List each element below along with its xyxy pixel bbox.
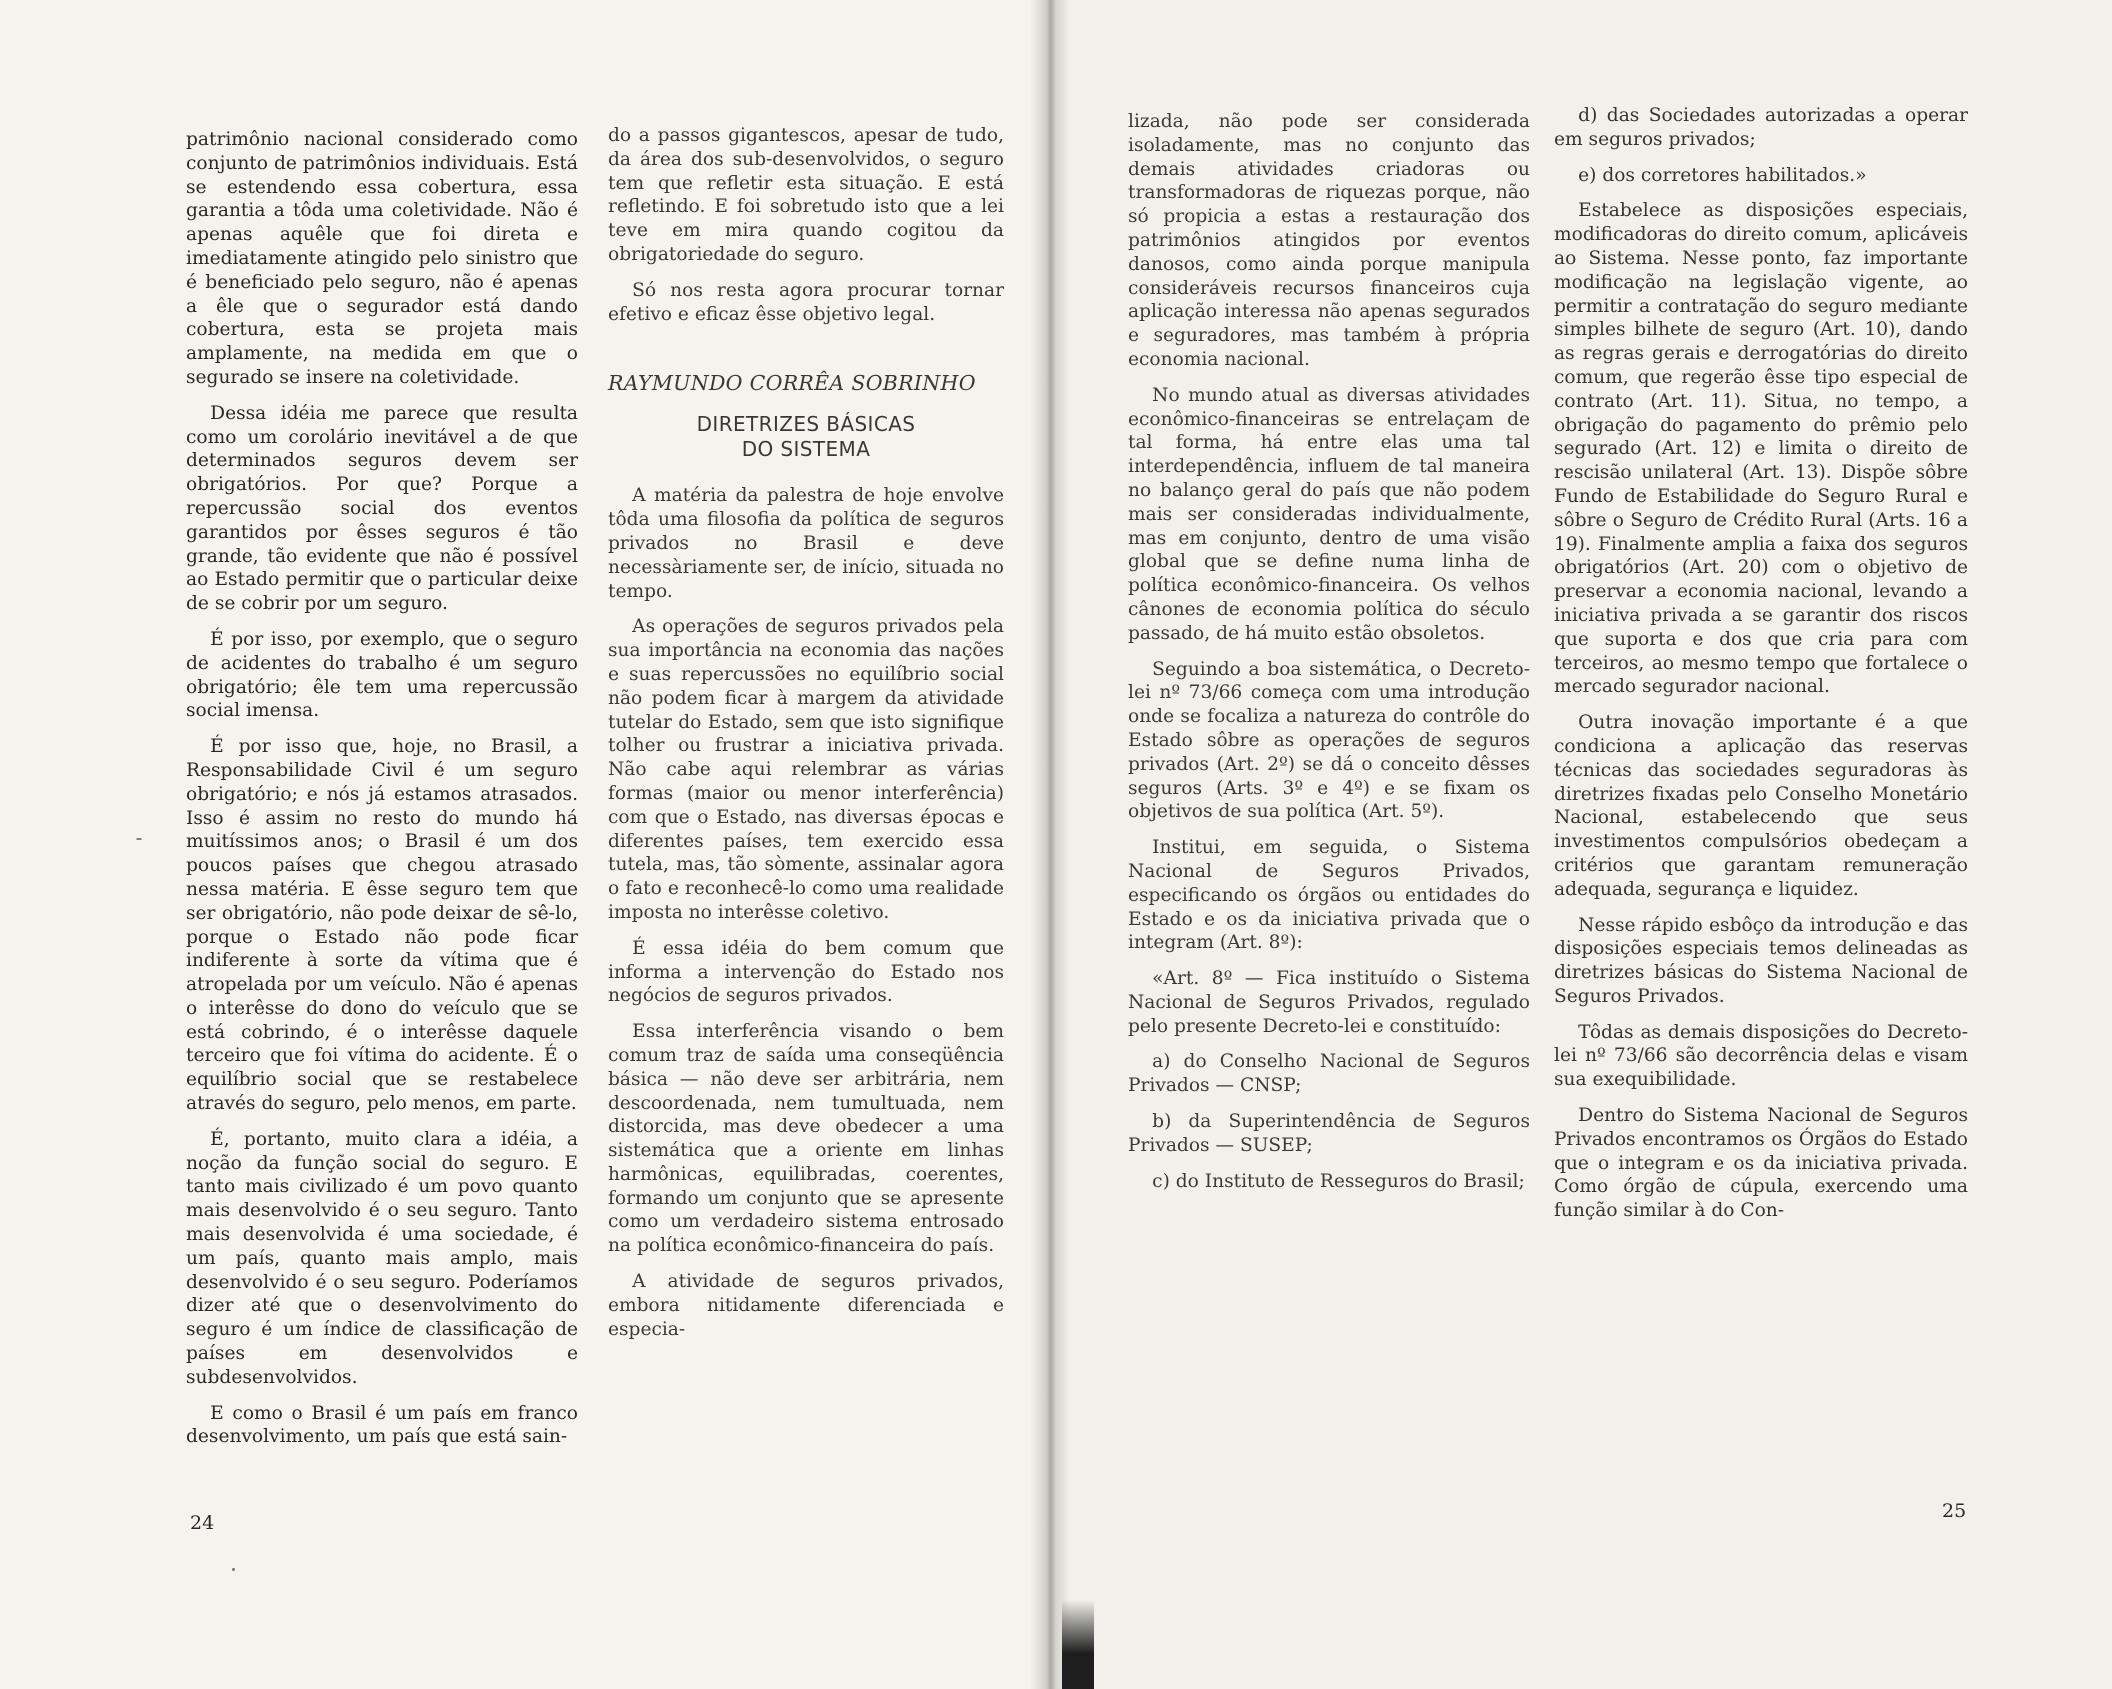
list-item: e) dos corretores habilitados.»: [1578, 164, 1867, 186]
left-page: [0, 0, 1045, 1689]
paragraph: Institui, em seguida, o Sistema Nacional de Seguros Privados, especificando os órgãos ou entidades do Estado e os da iniciativa privada que o integram (Art. 8º):: [1128, 837, 1530, 954]
list-item: c) do Instituto de Resseguros do Brasil;: [1152, 1170, 1525, 1192]
paragraph: É, portanto, muito clara a idéia, a noção da função social do seguro. E tanto mais civilizado é um povo quanto mais desenvolvido é o seu seguro. Tanto mais desenvolvida é uma sociedade, é um país, quanto mais amplo, mais desenvolvido é o seu seguro. Poderíamos dizer até que o desenvolvimento do seguro é um índice de classificação de países em desenvolvidos e subdesenvolvidos.: [186, 1128, 578, 1388]
paragraph: As operações de seguros privados pela sua importância na economia das nações e suas repercussões no equilíbrio social não podem ficar à margem da atividade tutelar do Estado, sem que isto signifique tolher ou frustrar a iniciativa privada. Não cabe aqui relembrar as várias formas (maior ou menor interferência) com que o Estado, nas diversas épocas e diferentes países, tem exercido essa tutela, mas, tão sòmente, assinalar agora o fato e reconhecê-lo como uma realidade imposta no interêsse coletivo.: [608, 616, 1004, 923]
paragraph: do a passos gigantescos, apesar de tudo, da área dos sub-desenvolvidos, o seguro tem que refletir esta situação. E está refletindo. E foi sobretudo isto que a lei teve em mira quando cogitou da obrigatoriedade do seguro.: [608, 125, 1004, 265]
book-spine-edge: [1062, 1600, 1094, 1689]
paragraph: Seguindo a boa sistemática, o Decreto-lei nº 73/66 começa com uma introdução onde se focaliza a natureza do contrôle do Estado sôbre as operações de seguros privados (Art. 2º) se dá o conceito dêsses seguros (Arts. 3º e 4º) e se fixam os objetivos de sua política (Art. 5º).: [1128, 658, 1530, 823]
author-name: RAYMUNDO CORRÊA SOBRINHO: [608, 371, 976, 396]
paragraph: Só nos resta agora procurar tornar efetivo e eficaz êsse objetivo legal.: [608, 279, 1004, 325]
section-title-line-1: DIRETRIZES BÁSICAS: [696, 412, 916, 437]
paragraph: No mundo atual as diversas atividades econômico-financeiras se entrelaçam de tal forma, há entre elas uma tal interdependência, influem de tal maneira no balanço geral do país que não podem mais ser consideradas individualmente, mas em conjunto, dentro de uma visão global que se define numa linha de política econômico-financeira. Os velhos cânones de economia política do século passado, de há muito estão obsoletos.: [1128, 384, 1530, 644]
paragraph: É por isso que, hoje, no Brasil, a Responsabilidade Civil é um seguro obrigatório; e nós já estamos atrasados. Isso é assim no resto do mundo há muitíssimos anos; o Brasil é um dos poucos países que chegou atrasado nessa matéria. E êsse seguro tem que ser obrigatório, não pode deixar de sê-lo, porque o Estado não pode ficar indiferente à sorte da vítima que é atropelada por um veículo. Não é apenas o interêsse do dono do veículo que se está cobrindo, é o interêsse daquele terceiro que foi vítima do acidente. É o equilíbrio social que se restabelece através do seguro, pelo menos, em parte.: [186, 736, 578, 1115]
list-item: a) do Conselho Nacional de Seguros Privados — CNSP;: [1128, 1051, 1530, 1097]
list-item: d) das Sociedades autorizadas a operar em seguros privados;: [1554, 105, 1968, 150]
page-number-left: 24: [190, 1512, 215, 1534]
paragraph: Essa interferência visando o bem comum traz de saída uma conseqüência básica — não deve ser arbitrária, nem descoordenada, nem tumultuada, nem distorcida, mas deve obedecer a uma sistemática que a oriente em linhas harmônicas, equilibradas, coerentes, formando um conjunto que se apresente como um verdadeiro sistema entrosado na política econômico-financeira do país.: [608, 1021, 1004, 1257]
paragraph: Outra inovação importante é a que condiciona a aplicação das reservas técnicas das sociedades seguradoras às diretrizes fixadas pelo Conselho Monetário Nacional, estabelecendo que seus investimentos compulsórios obedeçam a critérios que garantam remuneração adequada, segurança e liquidez.: [1554, 712, 1968, 900]
list-item: b) da Superintendência de Seguros Privados — SUSEP;: [1128, 1111, 1530, 1156]
section-title-line-2: DO SISTEMA: [741, 437, 871, 462]
paragraph: lizada, não pode ser considerada isoladamente, mas no conjunto das demais atividades criadoras ou transformadoras de riquezas porque, não só propicia a estas a restauração dos patrimônios atingidos por eventos danosos, como ainda porque manipula consideráveis recursos financeiros cuja aplicação interessa não apenas segurados e seguradores, mas também à própria economia nacional.: [1128, 111, 1530, 370]
paper-speck: [136, 838, 142, 840]
right-page-column-2: [1554, 104, 1968, 1235]
paper-speck: [232, 1568, 235, 1571]
page-number-right: 25: [1942, 1500, 1967, 1522]
paragraph: A matéria da palestra de hoje envolve tôda uma filosofia da política de seguros privados no Brasil e deve necessàriamente ser, de início, situada no tempo.: [608, 485, 1004, 602]
book-gutter-shadow: [1030, 0, 1070, 1689]
paragraph: Tôdas as demais disposições do Decreto-lei nº 73/66 são decorrência delas e visam sua exequibilidade.: [1554, 1021, 1968, 1091]
left-page-column-1: [186, 128, 578, 1461]
section-title: [608, 412, 1004, 462]
paragraph: «Art. 8º — Fica instituído o Sistema Nacional de Seguros Privados, regulado pelo presente Decreto-lei e constituído:: [1128, 968, 1530, 1037]
paragraph: A atividade de seguros privados, embora nitidamente diferenciada e especia-: [608, 1271, 1004, 1340]
paragraph: É essa idéia do bem comum que informa a intervenção do Estado nos negócios de seguros privados.: [608, 937, 1004, 1007]
paragraph: Estabelece as disposições especiais, modificadoras do direito comum, aplicáveis ao Sistema. Nesse ponto, faz importante modificação na legislação vigente, ao permitir a contratação do seguro mediante simples bilhete de seguro (Art. 10), dando as regras gerais e derrogatórias do direito comum, que regerão êsse tipo especial de contrato (Art. 11). Situa, no tempo, a obrigação do pagamento do prêmio pelo segurado (Art. 12) e limita o direito de rescisão unilateral (Art. 13). Dispõe sôbre Fundo de Estabilidade do Seguro Rural e sôbre o Seguro de Crédito Rural (Arts. 16 a 19). Finalmente amplia a faixa dos seguros obrigatórios (Art. 20) com o objetivo de preservar a economia nacional, levando a iniciativa privada a se garantir dos riscos que suporta e dos que cria para com terceiros, ao mesmo tempo que fortalece o mercado segurador nacional.: [1554, 200, 1968, 698]
left-page-column-2: [608, 124, 1004, 1353]
right-page: [1048, 0, 2112, 1689]
paragraph: patrimônio nacional considerado como conjunto de patrimônios individuais. Está se estendendo essa cobertura, essa garantia a tôda uma coletividade. Não é apenas aquêle que foi direta e imediatamente atingido pelo sinistro que é beneficiado pelo seguro, não é apenas a êle que o segurador está dando cobertura, esta se projeta mais amplamente, na medida em que o segurado se insere na coletividade.: [186, 129, 578, 388]
paragraph: Nesse rápido esbôço da introdução e das disposições especiais temos delineadas as diretrizes básicas do Sistema Nacional de Seguros Privados.: [1554, 914, 1968, 1007]
paragraph: Dentro do Sistema Nacional de Seguros Privados encontramos os Órgãos do Estado que o integram e os da iniciativa privada. Como órgão de cúpula, exercendo uma função similar à do Con-: [1554, 1105, 1968, 1222]
right-page-column-1: [1128, 110, 1530, 1205]
paragraph: Dessa idéia me parece que resulta como um corolário inevitável a de que determinados seguros devem ser obrigatórios. Por que? Porque a repercussão social dos eventos garantidos por êsses seguros é tão grande, tão evidente que não é possível ao Estado permitir que o particular deixe de se cobrir por um seguro.: [186, 402, 578, 615]
paragraph: E como o Brasil é um país em franco desenvolvimento, um país que está sain-: [186, 1402, 578, 1448]
paragraph: É por isso, por exemplo, que o seguro de acidentes do trabalho é um seguro obrigatório; êle tem uma repercussão social imensa.: [186, 628, 578, 722]
